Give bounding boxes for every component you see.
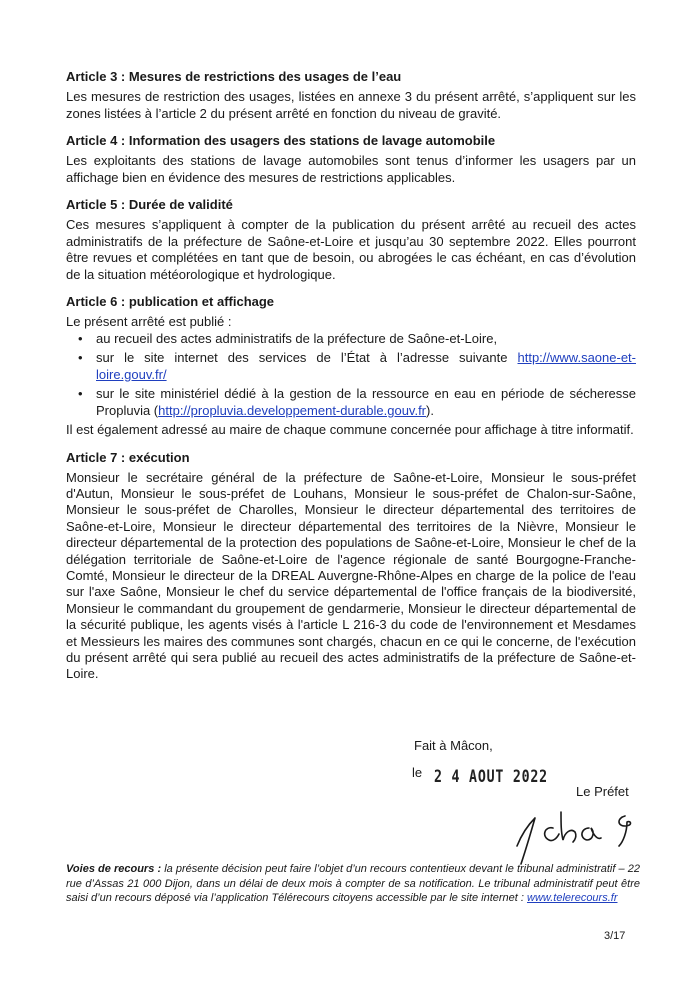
article-7-heading: Article 7 : exécution: [66, 449, 190, 465]
appeal-label: Voies de recours :: [66, 863, 162, 875]
article-5-text: Ces mesures s’appliquent à compter de la publication du présent arrêté au recueil des actes administratifs de la préfecture de Saône-et-Loire et jusqu’au 30 septembre 2022. Elles pourront être revues et complétées en tant que de besoin, ou abrogées le cas échéant, en cas d’évolution de la situation météorologique et hydrologique.: [66, 217, 636, 282]
article-4-text: Les exploitants des stations de lavage automobiles sont tenus d’informer les usagers par un affichage bien en évidence des mesures de restrictions applicables.: [66, 153, 636, 185]
page-content: [66, 68, 636, 693]
article-4: [66, 132, 636, 186]
article-3-text: Les mesures de restriction des usages, listées en annexe 3 du présent arrêté, s’appliquent sur les zones listées à l’article 2 du présent arrêté en fonction du niveau de gravité.: [66, 89, 636, 121]
article-5-heading: Article 5 : Durée de validité: [66, 197, 233, 212]
page-number: 3/17: [604, 930, 626, 942]
article-3-heading: Article 3 : Mesures de restrictions des usages de l’eau: [66, 69, 402, 84]
handwritten-signature: [505, 798, 655, 868]
article-6-intro: Le présent arrêté est publié :: [66, 314, 232, 329]
article-3: [66, 68, 636, 122]
article-6-closing: Il est également adressé au maire de chaque commune concernée pour affichage à titre informatif.: [66, 422, 634, 437]
bullet-3-end: ).: [426, 402, 434, 418]
propluvia-link[interactable]: http://propluvia.developpement-durable.gouv.fr: [158, 402, 427, 418]
article-7-text: Monsieur le secrétaire général de la préfecture de Saône-et-Loire, Monsieur le sous-préfet d'Autun, Monsieur le sous-préfet de Louhans, Monsieur le sous-préfet de Chalon-sur-Saône, Monsieur le sous-préfet de Charolles, Monsieur le directeur départemental des territoires de Saône-et-Loire, Monsieur le directeur départemental des territoires de la Nièvre, Monsieur le directeur départemental de la protection des populations de Saône-et-Loire, Monsieur le chef de la délégation territoriale de Saône-et-Loire de l'agence régionale de santé Bourgogne-Franche-Comté, Monsieur le directeur de la DREAL Auvergne-Rhône-Alpes en charge de la police de l'eau sur l'axe Saône, Monsieur le chef du service départemental de l'office français de la biodiversité, Monsieur le commandant du groupement de gendarmerie, Monsieur le directeur départemental de la sécurité publique, les agents visés à l'article L 216-3 du code de l'environnement et Mesdames et Messieurs les maires des communes sont chargés, chacun en ce qui le concerne, de l'exécution du présent arrêté qui sera publié au recueil des actes administratifs de la préfecture de Saône-et-Loire.: [66, 469, 636, 682]
list-item: [88, 350, 636, 383]
list-item: [88, 331, 636, 348]
date-stamp: 2 4 AOUT 2022: [434, 767, 548, 787]
bullet-3-text: sur le site ministériel dédié à la gestion de la ressource en eau en période de sécheresse Propluvia (: [96, 386, 636, 418]
bullet-1-text: au recueil des actes administratifs de la préfecture de Saône-et-Loire,: [96, 330, 498, 346]
appeal-notice: [66, 862, 640, 906]
place-line: Fait à Mâcon,: [414, 738, 493, 753]
article-6-heading: Article 6 : publication et affichage: [66, 294, 275, 309]
appeal-text: la présente décision peut faire l’objet d’un recours contentieux devant le tribunal administratif – 22 rue d’Assas 21 000 Dijon, dans un délai de deux mois à compter de sa notification. Le tribunal administratif peut être saisi d’un recours déposé via l’application Télérecours citoyens accessible par le site internet :: [66, 863, 640, 904]
list-item: [88, 386, 636, 419]
article-4-heading: Article 4 : Information des usagers des stations de lavage automobile: [66, 133, 496, 148]
telerecours-link[interactable]: www.telerecours.fr: [527, 892, 618, 904]
article-6: [66, 293, 636, 439]
saone-et-loire-link[interactable]: http://www.saone-et-loire.gouv.fr/: [96, 350, 636, 382]
article-7: [66, 449, 636, 683]
date-label: le: [412, 765, 423, 780]
bullet-2-text: sur le site internet des services de l’État à l’adresse suivante: [96, 350, 508, 365]
article-5: [66, 196, 636, 283]
signatory-title: Le Préfet: [576, 784, 629, 799]
publication-list: [66, 331, 636, 420]
